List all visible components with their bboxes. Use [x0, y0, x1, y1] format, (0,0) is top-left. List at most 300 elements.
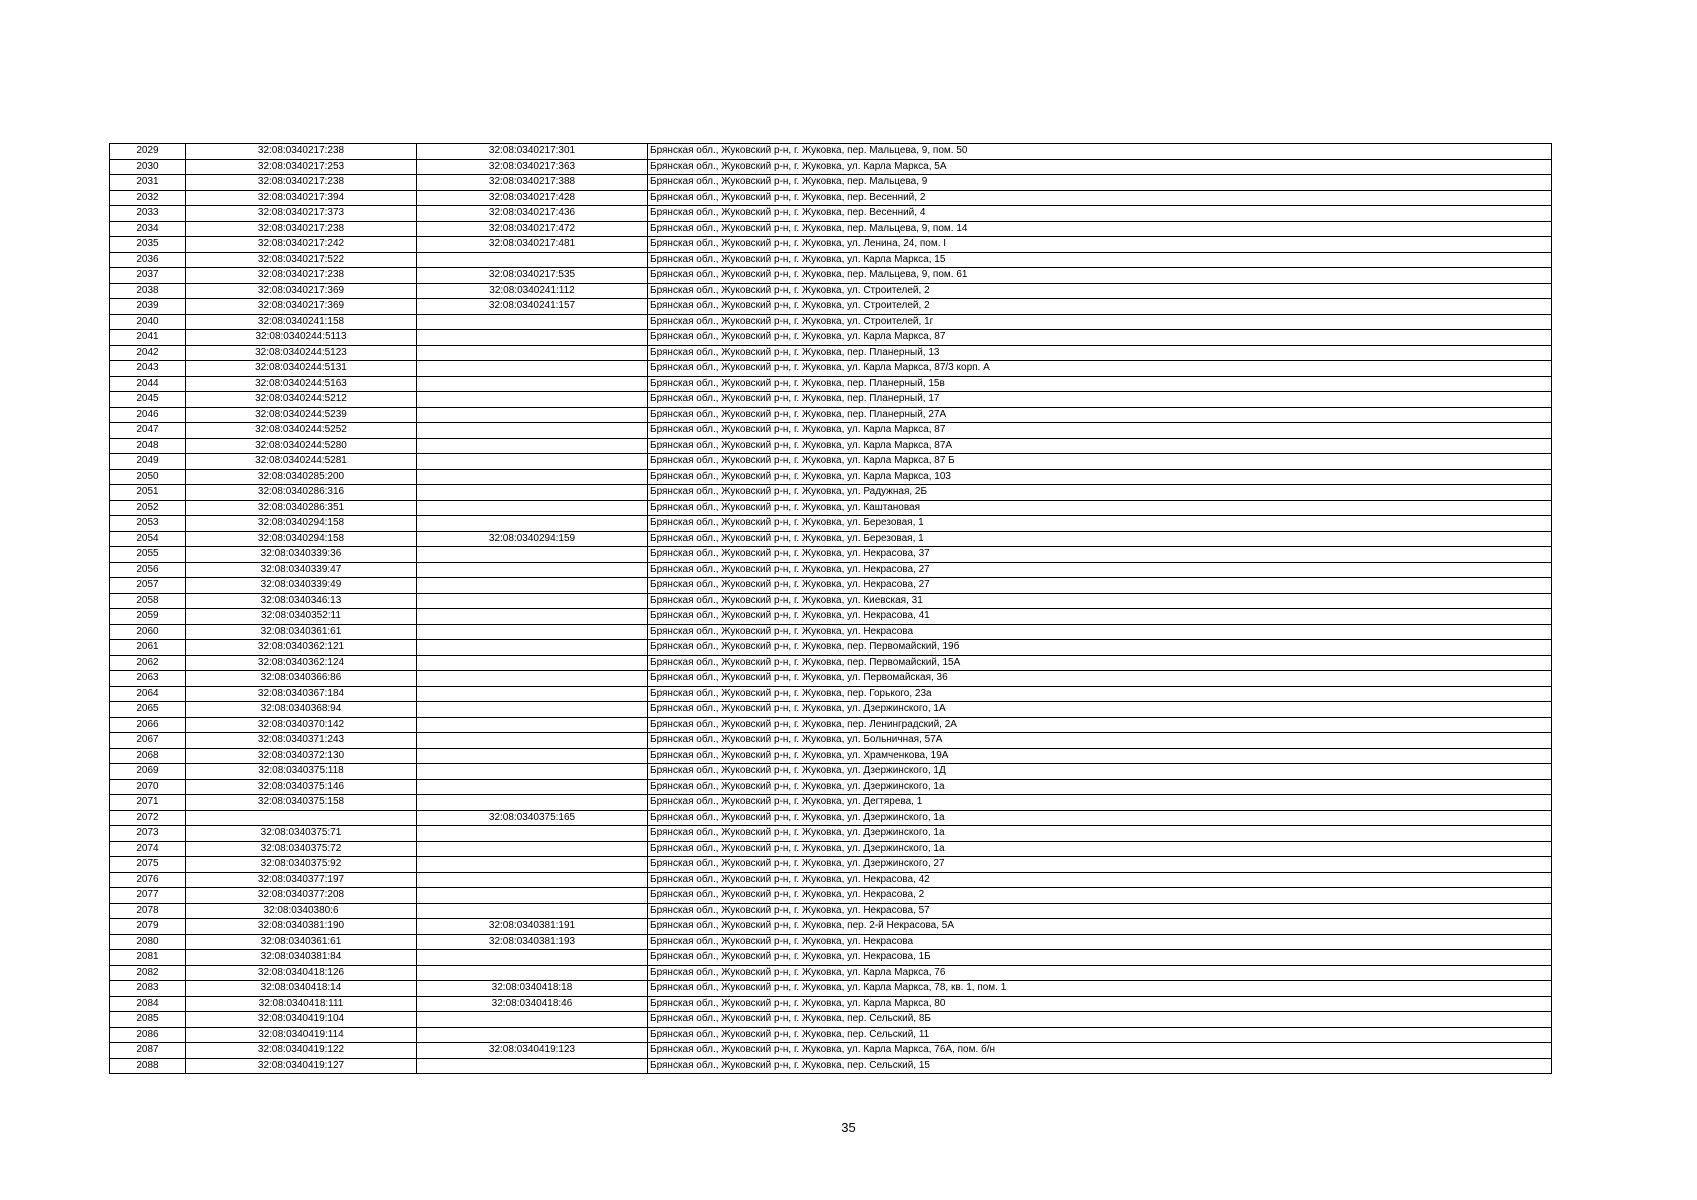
- related-cadastral-number-cell: [417, 609, 648, 625]
- related-cadastral-number-cell: [417, 857, 648, 873]
- address-cell: Брянская обл., Жуковский р-н, г. Жуковка, пер. Сельский, 8Б: [648, 1012, 1552, 1028]
- address-cell: Брянская обл., Жуковский р-н, г. Жуковка, пер. Сельский, 11: [648, 1027, 1552, 1043]
- row-number-cell: 2035: [110, 237, 186, 253]
- row-number-cell: 2081: [110, 950, 186, 966]
- row-number-cell: 2077: [110, 888, 186, 904]
- address-cell: Брянская обл., Жуковский р-н, г. Жуковка, ул. Карла Маркса, 76А, пом. б/н: [648, 1043, 1552, 1059]
- address-cell: Брянская обл., Жуковский р-н, г. Жуковка, пер. Сельский, 15: [648, 1058, 1552, 1074]
- address-cell: Брянская обл., Жуковский р-н, г. Жуковка, ул. Дзержинского, 1а: [648, 779, 1552, 795]
- table-row: [110, 159, 1552, 175]
- related-cadastral-number-cell: [417, 841, 648, 857]
- row-number-cell: 2082: [110, 965, 186, 981]
- cadastral-number-cell: 32:08:0340244:5239: [186, 407, 417, 423]
- row-number-cell: 2067: [110, 733, 186, 749]
- related-cadastral-number-cell: 32:08:0340241:157: [417, 299, 648, 315]
- row-number-cell: 2047: [110, 423, 186, 439]
- table-row: [110, 810, 1552, 826]
- row-number-cell: 2064: [110, 686, 186, 702]
- table-row: [110, 221, 1552, 237]
- address-cell: Брянская обл., Жуковский р-н, г. Жуковка, ул. Карла Маркса, 80: [648, 996, 1552, 1012]
- cadastral-number-cell: 32:08:0340244:5131: [186, 361, 417, 377]
- cadastral-number-cell: 32:08:0340362:121: [186, 640, 417, 656]
- row-number-cell: 2071: [110, 795, 186, 811]
- address-cell: Брянская обл., Жуковский р-н, г. Жуковка, ул. Карла Маркса, 87А: [648, 438, 1552, 454]
- row-number-cell: 2088: [110, 1058, 186, 1074]
- table-row: [110, 516, 1552, 532]
- row-number-cell: 2033: [110, 206, 186, 222]
- row-number-cell: 2054: [110, 531, 186, 547]
- address-cell: Брянская обл., Жуковский р-н, г. Жуковка, ул. Строителей, 2: [648, 283, 1552, 299]
- address-cell: Брянская обл., Жуковский р-н, г. Жуковка, пер. Планерный, 13: [648, 345, 1552, 361]
- cadastral-number-cell: 32:08:0340418:14: [186, 981, 417, 997]
- address-cell: Брянская обл., Жуковский р-н, г. Жуковка, ул. Строителей, 2: [648, 299, 1552, 315]
- related-cadastral-number-cell: [417, 593, 648, 609]
- cadastral-number-cell: 32:08:0340217:394: [186, 190, 417, 206]
- related-cadastral-number-cell: [417, 578, 648, 594]
- cadastral-number-cell: 32:08:0340366:86: [186, 671, 417, 687]
- row-number-cell: 2060: [110, 624, 186, 640]
- related-cadastral-number-cell: [417, 485, 648, 501]
- table-row: [110, 578, 1552, 594]
- table-row: [110, 857, 1552, 873]
- cadastral-number-cell: 32:08:0340244:5212: [186, 392, 417, 408]
- row-number-cell: 2063: [110, 671, 186, 687]
- address-cell: Брянская обл., Жуковский р-н, г. Жуковка, ул. Дзержинского, 1а: [648, 841, 1552, 857]
- related-cadastral-number-cell: [417, 547, 648, 563]
- address-cell: Брянская обл., Жуковский р-н, г. Жуковка, ул. Карла Маркса, 87/3 корп. А: [648, 361, 1552, 377]
- related-cadastral-number-cell: [417, 376, 648, 392]
- address-cell: Брянская обл., Жуковский р-н, г. Жуковка, пер. Мальцева, 9, пом. 50: [648, 144, 1552, 160]
- address-cell: Брянская обл., Жуковский р-н, г. Жуковка, ул. Березовая, 1: [648, 516, 1552, 532]
- related-cadastral-number-cell: [417, 407, 648, 423]
- cadastral-number-cell: 32:08:0340418:111: [186, 996, 417, 1012]
- cadastral-number-cell: 32:08:0340217:253: [186, 159, 417, 175]
- address-cell: Брянская обл., Жуковский р-н, г. Жуковка, пер. Планерный, 17: [648, 392, 1552, 408]
- row-number-cell: 2039: [110, 299, 186, 315]
- row-number-cell: 2080: [110, 934, 186, 950]
- table-row: [110, 531, 1552, 547]
- cadastral-number-cell: 32:08:0340419:114: [186, 1027, 417, 1043]
- cadastral-number-cell: 32:08:0340368:94: [186, 702, 417, 718]
- row-number-cell: 2059: [110, 609, 186, 625]
- row-number-cell: 2052: [110, 500, 186, 516]
- related-cadastral-number-cell: [417, 764, 648, 780]
- related-cadastral-number-cell: [417, 671, 648, 687]
- table-row: [110, 1027, 1552, 1043]
- related-cadastral-number-cell: [417, 655, 648, 671]
- data-table: [109, 143, 1552, 1074]
- cadastral-number-cell: 32:08:0340217:369: [186, 283, 417, 299]
- row-number-cell: 2055: [110, 547, 186, 563]
- address-cell: Брянская обл., Жуковский р-н, г. Жуковка, ул. Первомайская, 36: [648, 671, 1552, 687]
- row-number-cell: 2038: [110, 283, 186, 299]
- row-number-cell: 2085: [110, 1012, 186, 1028]
- related-cadastral-number-cell: 32:08:0340217:535: [417, 268, 648, 284]
- cadastral-number-cell: 32:08:0340244:5123: [186, 345, 417, 361]
- address-cell: Брянская обл., Жуковский р-н, г. Жуковка, пер. Ленинградский, 2А: [648, 717, 1552, 733]
- row-number-cell: 2036: [110, 252, 186, 268]
- address-cell: Брянская обл., Жуковский р-н, г. Жуковка, ул. Карла Маркса, 87 Б: [648, 454, 1552, 470]
- related-cadastral-number-cell: 32:08:0340241:112: [417, 283, 648, 299]
- address-cell: Брянская обл., Жуковский р-н, г. Жуковка, ул. Некрасова, 41: [648, 609, 1552, 625]
- address-cell: Брянская обл., Жуковский р-н, г. Жуковка, ул. Некрасова, 57: [648, 903, 1552, 919]
- address-cell: Брянская обл., Жуковский р-н, г. Жуковка, ул. Больничная, 57А: [648, 733, 1552, 749]
- table-row: [110, 1058, 1552, 1074]
- related-cadastral-number-cell: [417, 314, 648, 330]
- table-row: [110, 903, 1552, 919]
- related-cadastral-number-cell: [417, 1012, 648, 1028]
- cadastral-number-cell: 32:08:0340244:5113: [186, 330, 417, 346]
- table-row: [110, 748, 1552, 764]
- table-row: [110, 547, 1552, 563]
- row-number-cell: 2078: [110, 903, 186, 919]
- cadastral-number-cell: 32:08:0340375:71: [186, 826, 417, 842]
- address-cell: Брянская обл., Жуковский р-н, г. Жуковка, ул. Радужная, 2Б: [648, 485, 1552, 501]
- cadastral-number-cell: 32:08:0340370:142: [186, 717, 417, 733]
- row-number-cell: 2031: [110, 175, 186, 191]
- table-row: [110, 252, 1552, 268]
- table-row: [110, 826, 1552, 842]
- row-number-cell: 2075: [110, 857, 186, 873]
- cadastral-number-cell: [186, 810, 417, 826]
- cadastral-number-cell: 32:08:0340361:61: [186, 934, 417, 950]
- address-cell: Брянская обл., Жуковский р-н, г. Жуковка, пер. 2-й Некрасова, 5А: [648, 919, 1552, 935]
- table-row: [110, 175, 1552, 191]
- row-number-cell: 2048: [110, 438, 186, 454]
- cadastral-number-cell: 32:08:0340294:158: [186, 516, 417, 532]
- table-row: [110, 330, 1552, 346]
- row-number-cell: 2084: [110, 996, 186, 1012]
- table-row: [110, 609, 1552, 625]
- cadastral-number-cell: 32:08:0340375:146: [186, 779, 417, 795]
- row-number-cell: 2074: [110, 841, 186, 857]
- related-cadastral-number-cell: [417, 392, 648, 408]
- related-cadastral-number-cell: [417, 469, 648, 485]
- cadastral-number-cell: 32:08:0340217:373: [186, 206, 417, 222]
- address-cell: Брянская обл., Жуковский р-н, г. Жуковка, ул. Некрасова, 37: [648, 547, 1552, 563]
- address-cell: Брянская обл., Жуковский р-н, г. Жуковка, пер. Планерный, 15в: [648, 376, 1552, 392]
- row-number-cell: 2061: [110, 640, 186, 656]
- row-number-cell: 2041: [110, 330, 186, 346]
- cadastral-number-cell: 32:08:0340377:197: [186, 872, 417, 888]
- table-row: [110, 392, 1552, 408]
- row-number-cell: 2065: [110, 702, 186, 718]
- related-cadastral-number-cell: [417, 872, 648, 888]
- row-number-cell: 2073: [110, 826, 186, 842]
- cadastral-number-cell: 32:08:0340286:316: [186, 485, 417, 501]
- table-row: [110, 299, 1552, 315]
- cadastral-number-cell: 32:08:0340375:118: [186, 764, 417, 780]
- related-cadastral-number-cell: 32:08:0340294:159: [417, 531, 648, 547]
- related-cadastral-number-cell: [417, 345, 648, 361]
- address-cell: Брянская обл., Жуковский р-н, г. Жуковка, пер. Первомайский, 19б: [648, 640, 1552, 656]
- table-body: [110, 144, 1552, 1074]
- address-cell: Брянская обл., Жуковский р-н, г. Жуковка, пер. Мальцева, 9: [648, 175, 1552, 191]
- related-cadastral-number-cell: 32:08:0340217:301: [417, 144, 648, 160]
- address-cell: Брянская обл., Жуковский р-н, г. Жуковка, ул. Каштановая: [648, 500, 1552, 516]
- table-row: [110, 500, 1552, 516]
- cadastral-number-cell: 32:08:0340217:242: [186, 237, 417, 253]
- address-cell: Брянская обл., Жуковский р-н, г. Жуковка, пер. Мальцева, 9, пом. 61: [648, 268, 1552, 284]
- row-number-cell: 2040: [110, 314, 186, 330]
- cadastral-number-cell: 32:08:0340361:61: [186, 624, 417, 640]
- cadastral-number-cell: 32:08:0340339:49: [186, 578, 417, 594]
- cadastral-number-cell: 32:08:0340217:238: [186, 221, 417, 237]
- address-cell: Брянская обл., Жуковский р-н, г. Жуковка, ул. Березовая, 1: [648, 531, 1552, 547]
- related-cadastral-number-cell: 32:08:0340419:123: [417, 1043, 648, 1059]
- related-cadastral-number-cell: [417, 500, 648, 516]
- row-number-cell: 2068: [110, 748, 186, 764]
- cadastral-number-cell: 32:08:0340362:124: [186, 655, 417, 671]
- cadastral-number-cell: 32:08:0340381:190: [186, 919, 417, 935]
- cadastral-number-cell: 32:08:0340419:127: [186, 1058, 417, 1074]
- cadastral-number-cell: 32:08:0340217:238: [186, 268, 417, 284]
- table-row: [110, 283, 1552, 299]
- address-cell: Брянская обл., Жуковский р-н, г. Жуковка, ул. Некрасова, 42: [648, 872, 1552, 888]
- row-number-cell: 2046: [110, 407, 186, 423]
- table-row: [110, 144, 1552, 160]
- address-cell: Брянская обл., Жуковский р-н, г. Жуковка, ул. Некрасова, 27: [648, 562, 1552, 578]
- row-number-cell: 2051: [110, 485, 186, 501]
- address-cell: Брянская обл., Жуковский р-н, г. Жуковка, ул. Дзержинского, 1а: [648, 826, 1552, 842]
- address-cell: Брянская обл., Жуковский р-н, г. Жуковка, ул. Карла Маркса, 78, кв. 1, пом. 1: [648, 981, 1552, 997]
- row-number-cell: 2050: [110, 469, 186, 485]
- cadastral-number-cell: 32:08:0340286:351: [186, 500, 417, 516]
- address-cell: Брянская обл., Жуковский р-н, г. Жуковка, ул. Карла Маркса, 103: [648, 469, 1552, 485]
- related-cadastral-number-cell: [417, 624, 648, 640]
- table-row: [110, 562, 1552, 578]
- cadastral-number-cell: 32:08:0340285:200: [186, 469, 417, 485]
- address-cell: Брянская обл., Жуковский р-н, г. Жуковка, пер. Горького, 23а: [648, 686, 1552, 702]
- row-number-cell: 2037: [110, 268, 186, 284]
- address-cell: Брянская обл., Жуковский р-н, г. Жуковка, ул. Карла Маркса, 87: [648, 330, 1552, 346]
- cadastral-number-cell: 32:08:0340346:13: [186, 593, 417, 609]
- address-cell: Брянская обл., Жуковский р-н, г. Жуковка, ул. Дзержинского, 27: [648, 857, 1552, 873]
- related-cadastral-number-cell: 32:08:0340418:46: [417, 996, 648, 1012]
- table-row: [110, 981, 1552, 997]
- table-row: [110, 671, 1552, 687]
- cadastral-number-cell: 32:08:0340372:130: [186, 748, 417, 764]
- row-number-cell: 2034: [110, 221, 186, 237]
- row-number-cell: 2030: [110, 159, 186, 175]
- table-row: [110, 965, 1552, 981]
- cadastral-number-cell: 32:08:0340377:208: [186, 888, 417, 904]
- cadastral-number-cell: 32:08:0340367:184: [186, 686, 417, 702]
- row-number-cell: 2087: [110, 1043, 186, 1059]
- related-cadastral-number-cell: [417, 686, 648, 702]
- table-row: [110, 655, 1552, 671]
- related-cadastral-number-cell: 32:08:0340217:481: [417, 237, 648, 253]
- table-row: [110, 314, 1552, 330]
- table-row: [110, 376, 1552, 392]
- table-row: [110, 640, 1552, 656]
- cadastral-number-cell: 32:08:0340375:72: [186, 841, 417, 857]
- related-cadastral-number-cell: [417, 516, 648, 532]
- cadastral-number-cell: 32:08:0340418:126: [186, 965, 417, 981]
- row-number-cell: 2072: [110, 810, 186, 826]
- address-cell: Брянская обл., Жуковский р-н, г. Жуковка, ул. Дегтярева, 1: [648, 795, 1552, 811]
- row-number-cell: 2062: [110, 655, 186, 671]
- table-row: [110, 764, 1552, 780]
- table-row: [110, 795, 1552, 811]
- table-row: [110, 996, 1552, 1012]
- address-cell: Брянская обл., Жуковский р-н, г. Жуковка, ул. Карла Маркса, 87: [648, 423, 1552, 439]
- address-cell: Брянская обл., Жуковский р-н, г. Жуковка, пер. Мальцева, 9, пом. 14: [648, 221, 1552, 237]
- cadastral-number-cell: 32:08:0340217:522: [186, 252, 417, 268]
- address-cell: Брянская обл., Жуковский р-н, г. Жуковка, ул. Некрасова, 27: [648, 578, 1552, 594]
- cadastral-number-cell: 32:08:0340352:11: [186, 609, 417, 625]
- related-cadastral-number-cell: [417, 702, 648, 718]
- related-cadastral-number-cell: [417, 748, 648, 764]
- row-number-cell: 2032: [110, 190, 186, 206]
- row-number-cell: 2029: [110, 144, 186, 160]
- related-cadastral-number-cell: [417, 903, 648, 919]
- row-number-cell: 2044: [110, 376, 186, 392]
- table-row: [110, 841, 1552, 857]
- address-cell: Брянская обл., Жуковский р-н, г. Жуковка, пер. Первомайский, 15А: [648, 655, 1552, 671]
- table-row: [110, 624, 1552, 640]
- related-cadastral-number-cell: [417, 454, 648, 470]
- table-row: [110, 438, 1552, 454]
- row-number-cell: 2045: [110, 392, 186, 408]
- address-cell: Брянская обл., Жуковский р-н, г. Жуковка, ул. Некрасова, 1Б: [648, 950, 1552, 966]
- row-number-cell: 2042: [110, 345, 186, 361]
- related-cadastral-number-cell: 32:08:0340217:363: [417, 159, 648, 175]
- cadastral-number-cell: 32:08:0340241:158: [186, 314, 417, 330]
- table-row: [110, 454, 1552, 470]
- cadastral-number-cell: 32:08:0340380:6: [186, 903, 417, 919]
- cadastral-number-cell: 32:08:0340339:47: [186, 562, 417, 578]
- related-cadastral-number-cell: [417, 779, 648, 795]
- related-cadastral-number-cell: 32:08:0340418:18: [417, 981, 648, 997]
- table-row: [110, 423, 1552, 439]
- address-cell: Брянская обл., Жуковский р-н, г. Жуковка, пер. Весенний, 4: [648, 206, 1552, 222]
- table-row: [110, 919, 1552, 935]
- table-row: [110, 1043, 1552, 1059]
- cadastral-number-cell: 32:08:0340217:238: [186, 175, 417, 191]
- page-number: 35: [841, 1120, 856, 1135]
- related-cadastral-number-cell: [417, 423, 648, 439]
- related-cadastral-number-cell: 32:08:0340381:191: [417, 919, 648, 935]
- address-cell: Брянская обл., Жуковский р-н, г. Жуковка, ул. Храмченкова, 19А: [648, 748, 1552, 764]
- row-number-cell: 2056: [110, 562, 186, 578]
- related-cadastral-number-cell: [417, 330, 648, 346]
- row-number-cell: 2079: [110, 919, 186, 935]
- table-row: [110, 717, 1552, 733]
- related-cadastral-number-cell: 32:08:0340217:436: [417, 206, 648, 222]
- table-row: [110, 345, 1552, 361]
- table-row: [110, 779, 1552, 795]
- address-cell: Брянская обл., Жуковский р-н, г. Жуковка, ул. Ленина, 24, пом. I: [648, 237, 1552, 253]
- table-row: [110, 593, 1552, 609]
- row-number-cell: 2053: [110, 516, 186, 532]
- related-cadastral-number-cell: [417, 733, 648, 749]
- related-cadastral-number-cell: 32:08:0340217:428: [417, 190, 648, 206]
- table-row: [110, 872, 1552, 888]
- row-number-cell: 2069: [110, 764, 186, 780]
- table-row: [110, 485, 1552, 501]
- related-cadastral-number-cell: [417, 1058, 648, 1074]
- address-cell: Брянская обл., Жуковский р-н, г. Жуковка, ул. Дзержинского, 1А: [648, 702, 1552, 718]
- related-cadastral-number-cell: [417, 888, 648, 904]
- table-row: [110, 888, 1552, 904]
- related-cadastral-number-cell: [417, 562, 648, 578]
- cadastral-number-cell: 32:08:0340339:36: [186, 547, 417, 563]
- cadastral-number-cell: 32:08:0340371:243: [186, 733, 417, 749]
- cadastral-number-cell: 32:08:0340244:5163: [186, 376, 417, 392]
- address-cell: Брянская обл., Жуковский р-н, г. Жуковка, ул. Киевская, 31: [648, 593, 1552, 609]
- cadastral-number-cell: 32:08:0340375:158: [186, 795, 417, 811]
- address-cell: Брянская обл., Жуковский р-н, г. Жуковка, ул. Карла Маркса, 76: [648, 965, 1552, 981]
- address-cell: Брянская обл., Жуковский р-н, г. Жуковка, ул. Дзержинского, 1а: [648, 810, 1552, 826]
- row-number-cell: 2043: [110, 361, 186, 377]
- table-row: [110, 733, 1552, 749]
- cadastral-number-cell: 32:08:0340419:104: [186, 1012, 417, 1028]
- table-row: [110, 934, 1552, 950]
- related-cadastral-number-cell: [417, 438, 648, 454]
- cadastral-number-cell: 32:08:0340419:122: [186, 1043, 417, 1059]
- related-cadastral-number-cell: [417, 965, 648, 981]
- related-cadastral-number-cell: [417, 950, 648, 966]
- row-number-cell: 2076: [110, 872, 186, 888]
- related-cadastral-number-cell: 32:08:0340381:193: [417, 934, 648, 950]
- address-cell: Брянская обл., Жуковский р-н, г. Жуковка, ул. Дзержинского, 1Д: [648, 764, 1552, 780]
- cadastral-number-cell: 32:08:0340244:5252: [186, 423, 417, 439]
- related-cadastral-number-cell: [417, 640, 648, 656]
- table-row: [110, 361, 1552, 377]
- related-cadastral-number-cell: 32:08:0340217:388: [417, 175, 648, 191]
- cadastral-number-cell: 32:08:0340244:5281: [186, 454, 417, 470]
- table-row: [110, 407, 1552, 423]
- row-number-cell: 2066: [110, 717, 186, 733]
- cadastral-number-cell: 32:08:0340217:238: [186, 144, 417, 160]
- related-cadastral-number-cell: [417, 795, 648, 811]
- cadastral-number-cell: 32:08:0340294:158: [186, 531, 417, 547]
- related-cadastral-number-cell: 32:08:0340375:165: [417, 810, 648, 826]
- related-cadastral-number-cell: [417, 252, 648, 268]
- address-cell: Брянская обл., Жуковский р-н, г. Жуковка, ул. Карла Маркса, 5А: [648, 159, 1552, 175]
- related-cadastral-number-cell: 32:08:0340217:472: [417, 221, 648, 237]
- table-row: [110, 206, 1552, 222]
- table-row: [110, 268, 1552, 284]
- related-cadastral-number-cell: [417, 826, 648, 842]
- address-cell: Брянская обл., Жуковский р-н, г. Жуковка, ул. Карла Маркса, 15: [648, 252, 1552, 268]
- address-cell: Брянская обл., Жуковский р-н, г. Жуковка, ул. Некрасова, 2: [648, 888, 1552, 904]
- cadastral-number-cell: 32:08:0340381:84: [186, 950, 417, 966]
- address-cell: Брянская обл., Жуковский р-н, г. Жуковка, пер. Весенний, 2: [648, 190, 1552, 206]
- address-cell: Брянская обл., Жуковский р-н, г. Жуковка, пер. Планерный, 27А: [648, 407, 1552, 423]
- table-row: [110, 950, 1552, 966]
- table-row: [110, 686, 1552, 702]
- table-row: [110, 190, 1552, 206]
- row-number-cell: 2070: [110, 779, 186, 795]
- related-cadastral-number-cell: [417, 717, 648, 733]
- table-row: [110, 237, 1552, 253]
- address-cell: Брянская обл., Жуковский р-н, г. Жуковка, ул. Некрасова: [648, 624, 1552, 640]
- address-cell: Брянская обл., Жуковский р-н, г. Жуковка, ул. Строителей, 1г: [648, 314, 1552, 330]
- related-cadastral-number-cell: [417, 1027, 648, 1043]
- cadastral-number-cell: 32:08:0340217:369: [186, 299, 417, 315]
- table-row: [110, 1012, 1552, 1028]
- cadastral-number-cell: 32:08:0340375:92: [186, 857, 417, 873]
- row-number-cell: 2083: [110, 981, 186, 997]
- address-cell: Брянская обл., Жуковский р-н, г. Жуковка, ул. Некрасова: [648, 934, 1552, 950]
- row-number-cell: 2057: [110, 578, 186, 594]
- row-number-cell: 2086: [110, 1027, 186, 1043]
- related-cadastral-number-cell: [417, 361, 648, 377]
- cadastral-number-cell: 32:08:0340244:5280: [186, 438, 417, 454]
- row-number-cell: 2058: [110, 593, 186, 609]
